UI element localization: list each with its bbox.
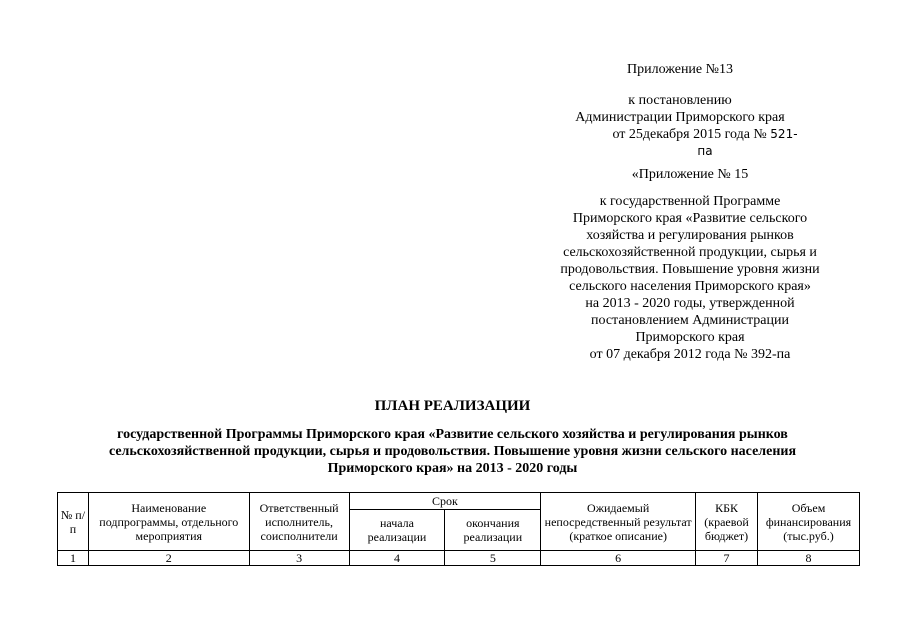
subtitle-line: Приморского края» на 2013 - 2020 годы bbox=[327, 461, 578, 476]
program-ref-word: регулирования bbox=[658, 228, 747, 243]
program-ref-line: от 07 декабря 2012 года № 392-па bbox=[589, 347, 791, 362]
program-ref-line: сельскохозяйственной продукции, сырья и bbox=[563, 245, 817, 260]
column-number: 6 bbox=[541, 551, 696, 566]
decision-line-3 bbox=[560, 126, 800, 160]
program-ref-word: рынков bbox=[750, 228, 794, 243]
header-num: № п/п bbox=[58, 493, 89, 551]
program-ref-line: постановлением Администрации bbox=[591, 313, 789, 328]
decision-line-2: Администрации Приморского края bbox=[575, 110, 785, 125]
program-ref-word: и bbox=[647, 228, 656, 243]
header-name: Наименование подпрограммы, отдельного мероприятия bbox=[88, 493, 249, 551]
header-kbk: КБК (краевой бюджет) bbox=[696, 493, 758, 551]
subtitle-line: сельскохозяйственной продукции, сырья и продовольствия. Повышение уровня жизни сельского населения bbox=[108, 444, 797, 459]
subtitle-line: государственной Программы Приморского края «Развитие сельского хозяйства и регулирования рынков bbox=[117, 427, 788, 442]
column-number: 4 bbox=[349, 551, 445, 566]
column-number: 1 bbox=[58, 551, 89, 566]
table-header-row bbox=[58, 493, 860, 510]
header-responsible: Ответственный исполнитель, соисполнители bbox=[249, 493, 349, 551]
header-result: Ожидаемый непосредственный результат (краткое описание) bbox=[541, 493, 696, 551]
program-reference bbox=[555, 193, 825, 363]
column-number: 5 bbox=[445, 551, 541, 566]
program-ref-line: продовольствия. Повышение уровня жизни bbox=[560, 262, 820, 277]
column-number: 7 bbox=[696, 551, 758, 566]
implementation-plan-table bbox=[57, 492, 860, 566]
program-ref-line: сельского населения Приморского края» bbox=[569, 279, 811, 294]
column-number: 8 bbox=[757, 551, 859, 566]
program-ref-line: к государственной Программе bbox=[599, 194, 781, 209]
program-ref-word: хозяйства bbox=[586, 228, 645, 243]
decision-date: от 25декабря 2015 года № bbox=[612, 127, 767, 142]
appendix-13-label: Приложение №13 bbox=[627, 62, 733, 77]
document-subtitle bbox=[60, 426, 845, 477]
column-number: 3 bbox=[249, 551, 349, 566]
header-term-end: окончания реализации bbox=[445, 510, 541, 551]
decision-reference bbox=[560, 92, 800, 160]
header-term: Срок bbox=[349, 493, 541, 510]
appendix-15-label: «Приложение № 15 bbox=[631, 167, 749, 182]
program-ref-line: Приморского края «Развитие сельского bbox=[572, 211, 808, 226]
decision-line-1: к постановлению bbox=[628, 93, 732, 108]
document-title: ПЛАН РЕАЛИЗАЦИИ bbox=[374, 398, 531, 414]
column-number: 2 bbox=[88, 551, 249, 566]
table-row bbox=[58, 551, 860, 566]
program-ref-line: на 2013 - 2020 годы, утвержденной bbox=[585, 296, 795, 311]
header-term-start: начала реализации bbox=[349, 510, 445, 551]
decision-number: 521-па bbox=[697, 127, 798, 158]
program-ref-line-justified bbox=[555, 227, 825, 244]
header-volume: Объем финансирования (тыс.руб.) bbox=[757, 493, 859, 551]
program-ref-line: Приморского края bbox=[635, 330, 745, 345]
